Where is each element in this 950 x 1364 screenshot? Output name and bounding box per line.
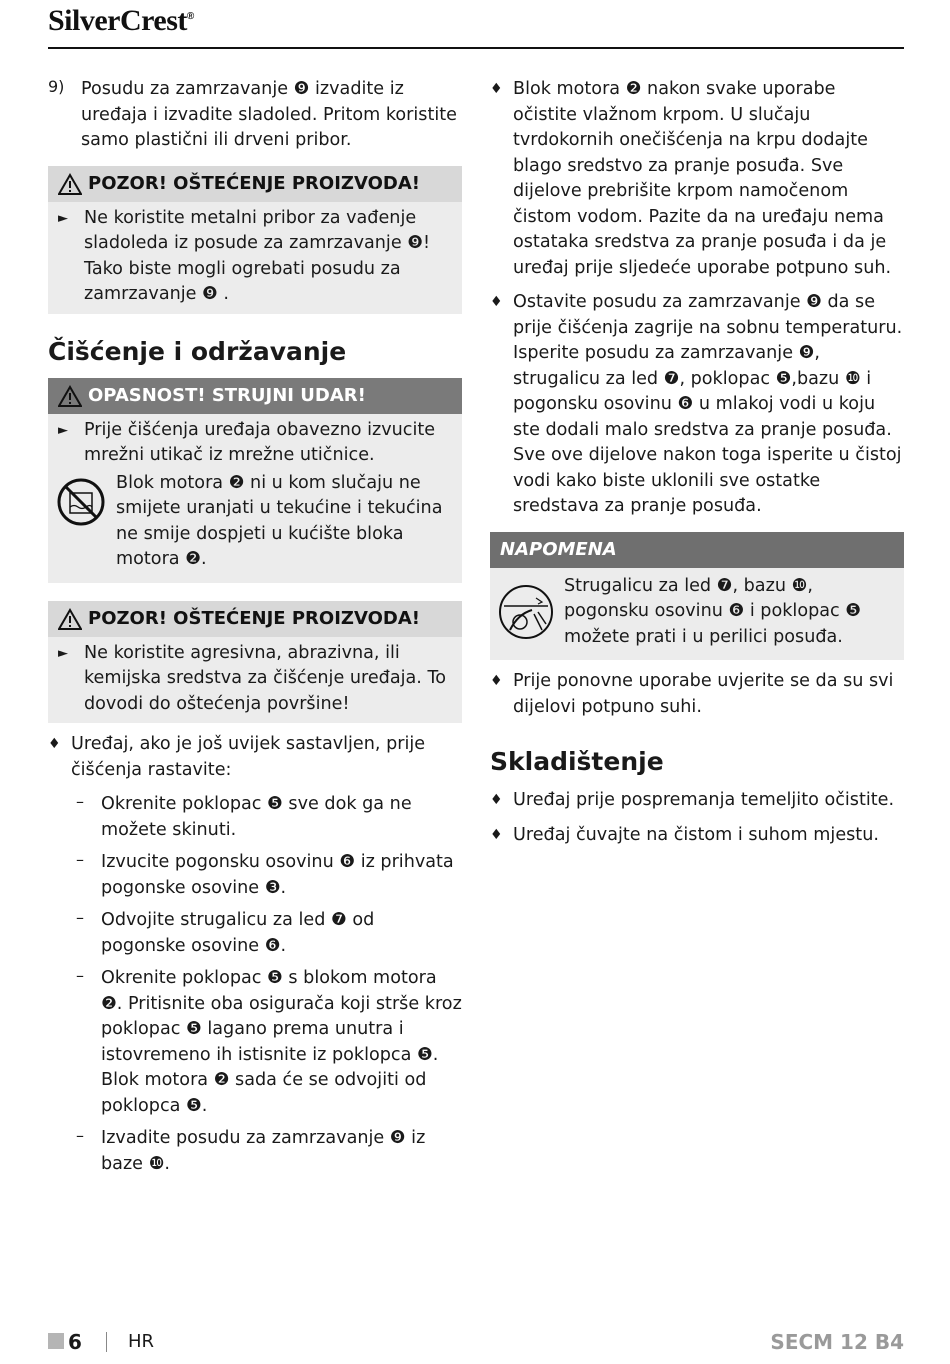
diamond-bullet-icon: ♦ xyxy=(490,673,503,689)
brand-logo: SilverCrest® xyxy=(48,4,194,37)
clean-bullet-1: ♦ Blok motora ❷ nakon svake uporabe očistite vlažnom krpom. U slučaju tvrdokornih onečišćenja na krpu dodajte blago sredstvo za pranje posuđa. Sve dijelove prebrišite krpom namočenom čistom vodom. Pazite da na uređaju nema ostataka sredstva za pranje posuđa i da je uređaj prije sljedeće uporabe potpuno suh. xyxy=(490,77,904,281)
step-9: 9) Posudu za zamrzavanje ❾ izvadite iz uređaja i izvadite sladoled. Pritom koristite samo plastični ili drveni pribor. xyxy=(48,77,457,150)
arrow-bullet-icon: ► xyxy=(58,422,68,438)
warning-triangle-icon xyxy=(58,608,82,630)
caution-box-1 xyxy=(48,166,462,314)
arrow-bullet-icon: ► xyxy=(58,645,68,661)
clean-bullet-3: ♦ Prije ponovne uporabe uvjerite se da su svi dijelovi potpuno suhi. xyxy=(490,669,904,720)
danger-item: ► Prije čišćenja uređaja obavezno izvucite mrežni utikač iz mrežne utičnice. xyxy=(48,414,462,469)
disassemble-intro: ♦ Uređaj, ako je još uvijek sastavljen, prije čišćenja rastavite: xyxy=(48,732,462,783)
language-code: HR xyxy=(128,1331,155,1352)
list-item: – Odvojite strugalicu za led ❼ od pogonske osovine ❻. xyxy=(76,908,375,956)
footer-divider xyxy=(106,1332,107,1352)
storage-bullet-2: ♦ Uređaj čuvajte na čistom i suhom mjestu. xyxy=(490,823,904,849)
storage-bullet-1: ♦ Uređaj prije pospremanja temeljito očistite. xyxy=(490,788,904,814)
diamond-bullet-icon: ♦ xyxy=(490,792,503,808)
section-heading-cleaning: Čišćenje i održavanje xyxy=(48,336,347,366)
note-box xyxy=(490,532,904,661)
note-icon-row: Strugalicu za led ❼, bazu ❿, pogonsku osovinu ❻ i poklopac ❺ možete prati i u perilici posuđa. xyxy=(490,568,904,655)
right-column xyxy=(490,77,904,848)
diamond-bullet-icon: ♦ xyxy=(490,294,503,310)
list-item: – Okrenite poklopac ❺ sve dok ga ne možete skinuti. xyxy=(76,792,412,840)
warning-triangle-icon xyxy=(58,385,82,407)
page-footer xyxy=(48,1330,904,1356)
model-number: SECM 12 B4 xyxy=(770,1330,904,1354)
diamond-bullet-icon: ♦ xyxy=(490,826,503,843)
clean-bullet-2: ♦ Ostavite posudu za zamrzavanje ❾ da se prije čišćenja zagrije na sobnu temperaturu. Isperite posudu za zamrzavanje ❾, strugalicu za led ❼, poklopac ❺,bazu ❿ i pogonsku osovinu ❻ u mlakoj vodi u koju ste dodali malo sredstva za pranje posuđa. Sve ove dijelove nakon toga isperite u čistoj vodi kako biste uklonili sve ostatke sredstava za pranje posuđa. xyxy=(490,290,904,520)
caution-title-2: POZOR! OŠTEĆENJE PROIZVODA! xyxy=(48,601,462,637)
arrow-bullet-icon: ► xyxy=(58,210,68,226)
header-rule xyxy=(48,47,904,49)
no-immersion-icon xyxy=(56,477,106,527)
dishwasher-icon xyxy=(498,584,554,640)
caution-item-1: ► Ne koristite metalni pribor za vađenje sladoleda iz posude za zamrzavanje ❾! Tako biste mogli ogrebati posudu za zamrzavanje ❾ . xyxy=(48,202,462,308)
footer-marker xyxy=(48,1333,64,1349)
caution-box-2 xyxy=(48,601,462,724)
note-title: NAPOMENA xyxy=(490,532,904,568)
page-number: 6 xyxy=(68,1330,82,1354)
section-heading-storage: Skladištenje xyxy=(490,747,664,776)
list-item: – Okrenite poklopac ❺ s blokom motora ❷. Pritisnite oba osigurača koji strše kroz poklopac ❺ lagano prema unutra i istovremeno ih istisnite iz poklopca ❺. Blok motora ❷ sada će se odvojiti od poklopca ❺. xyxy=(76,966,462,1116)
diamond-bullet-icon: ♦ xyxy=(48,736,61,752)
list-item: – Izvadite posudu za zamrzavanje ❾ iz baze ❿. xyxy=(76,1126,426,1174)
danger-icon-row: Blok motora ❷ ni u kom slučaju ne smijete uranjati u tekućine i tekućina ne smije dospjeti u kućište bloka motora ❷. xyxy=(48,469,462,577)
caution-item-2: ► Ne koristite agresivna, abrazivna, ili kemijska sredstva za čišćenje uređaja. To dovodi do oštećenja površine! xyxy=(48,637,462,718)
warning-triangle-icon xyxy=(58,173,82,195)
danger-box xyxy=(48,378,462,583)
diamond-bullet-icon: ♦ xyxy=(490,81,503,97)
left-column xyxy=(48,77,462,1177)
list-item: – Izvucite pogonsku osovinu ❻ iz prihvata pogonske osovine ❸. xyxy=(76,850,454,898)
danger-title: OPASNOST! STRUJNI UDAR! xyxy=(48,378,462,414)
caution-title-1: POZOR! OŠTEĆENJE PROIZVODA! xyxy=(48,166,462,202)
